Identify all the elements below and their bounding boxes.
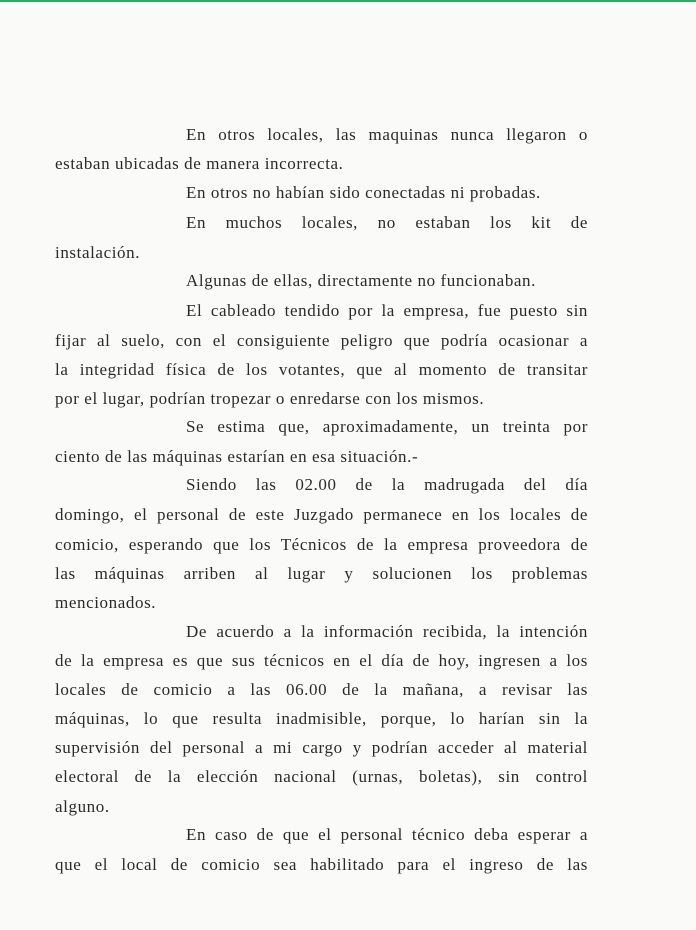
text-line: de la empresa es que sus técnicos en el día de hoy, ingresen a los <box>55 651 588 670</box>
text-line: De acuerdo a la información recibida, la intención <box>186 622 588 641</box>
text-line: mencionados. <box>55 593 157 612</box>
text-line: electoral de la elección nacional (urnas, boletas), sin control <box>55 767 588 786</box>
text-line: alguno. <box>55 797 110 816</box>
text-line: la integridad física de los votantes, que al momento de transitar <box>55 360 588 379</box>
text-line: fijar al suelo, con el consiguiente peligro que podría ocasionar a <box>55 331 588 350</box>
text-line: Siendo las 02.00 de la madrugada del día <box>186 475 588 494</box>
text-line: máquinas, lo que resulta inadmisible, porque, lo harían sin la <box>55 709 588 728</box>
text-line: En otros no habían sido conectadas ni probadas. <box>186 183 541 202</box>
text-line: que el local de comicio sea habilitado para el ingreso de las <box>55 855 588 874</box>
text-line: por el lugar, podrían tropezar o enredarse con los mismos. <box>55 389 485 408</box>
text-line: Se estima que, aproximadamente, un treinta por <box>186 417 588 436</box>
text-line: locales de comicio a las 06.00 de la mañana, a revisar las <box>55 680 588 699</box>
text-line: las máquinas arriben al lugar y solucionen los problemas <box>55 564 588 583</box>
text-line: supervisión del personal a mi cargo y podrían acceder al material <box>55 738 588 757</box>
text-line: instalación. <box>55 243 141 262</box>
text-line: estaban ubicadas de manera incorrecta. <box>55 154 344 173</box>
text-line: En caso de que el personal técnico deba esperar a <box>186 825 588 844</box>
text-line: El cableado tendido por la empresa, fue puesto sin <box>186 301 588 320</box>
text-line: En muchos locales, no estaban los kit de <box>186 213 588 232</box>
text-line: Algunas de ellas, directamente no funcionaban. <box>186 271 537 290</box>
text-line: comicio, esperando que los Técnicos de la empresa proveedora de <box>55 535 588 554</box>
text-line: En otros locales, las maquinas nunca llegaron o <box>186 125 588 144</box>
text-line: ciento de las máquinas estarían en esa situación.- <box>55 447 419 466</box>
text-line: domingo, el personal de este Juzgado permanece en los locales de <box>55 505 588 524</box>
